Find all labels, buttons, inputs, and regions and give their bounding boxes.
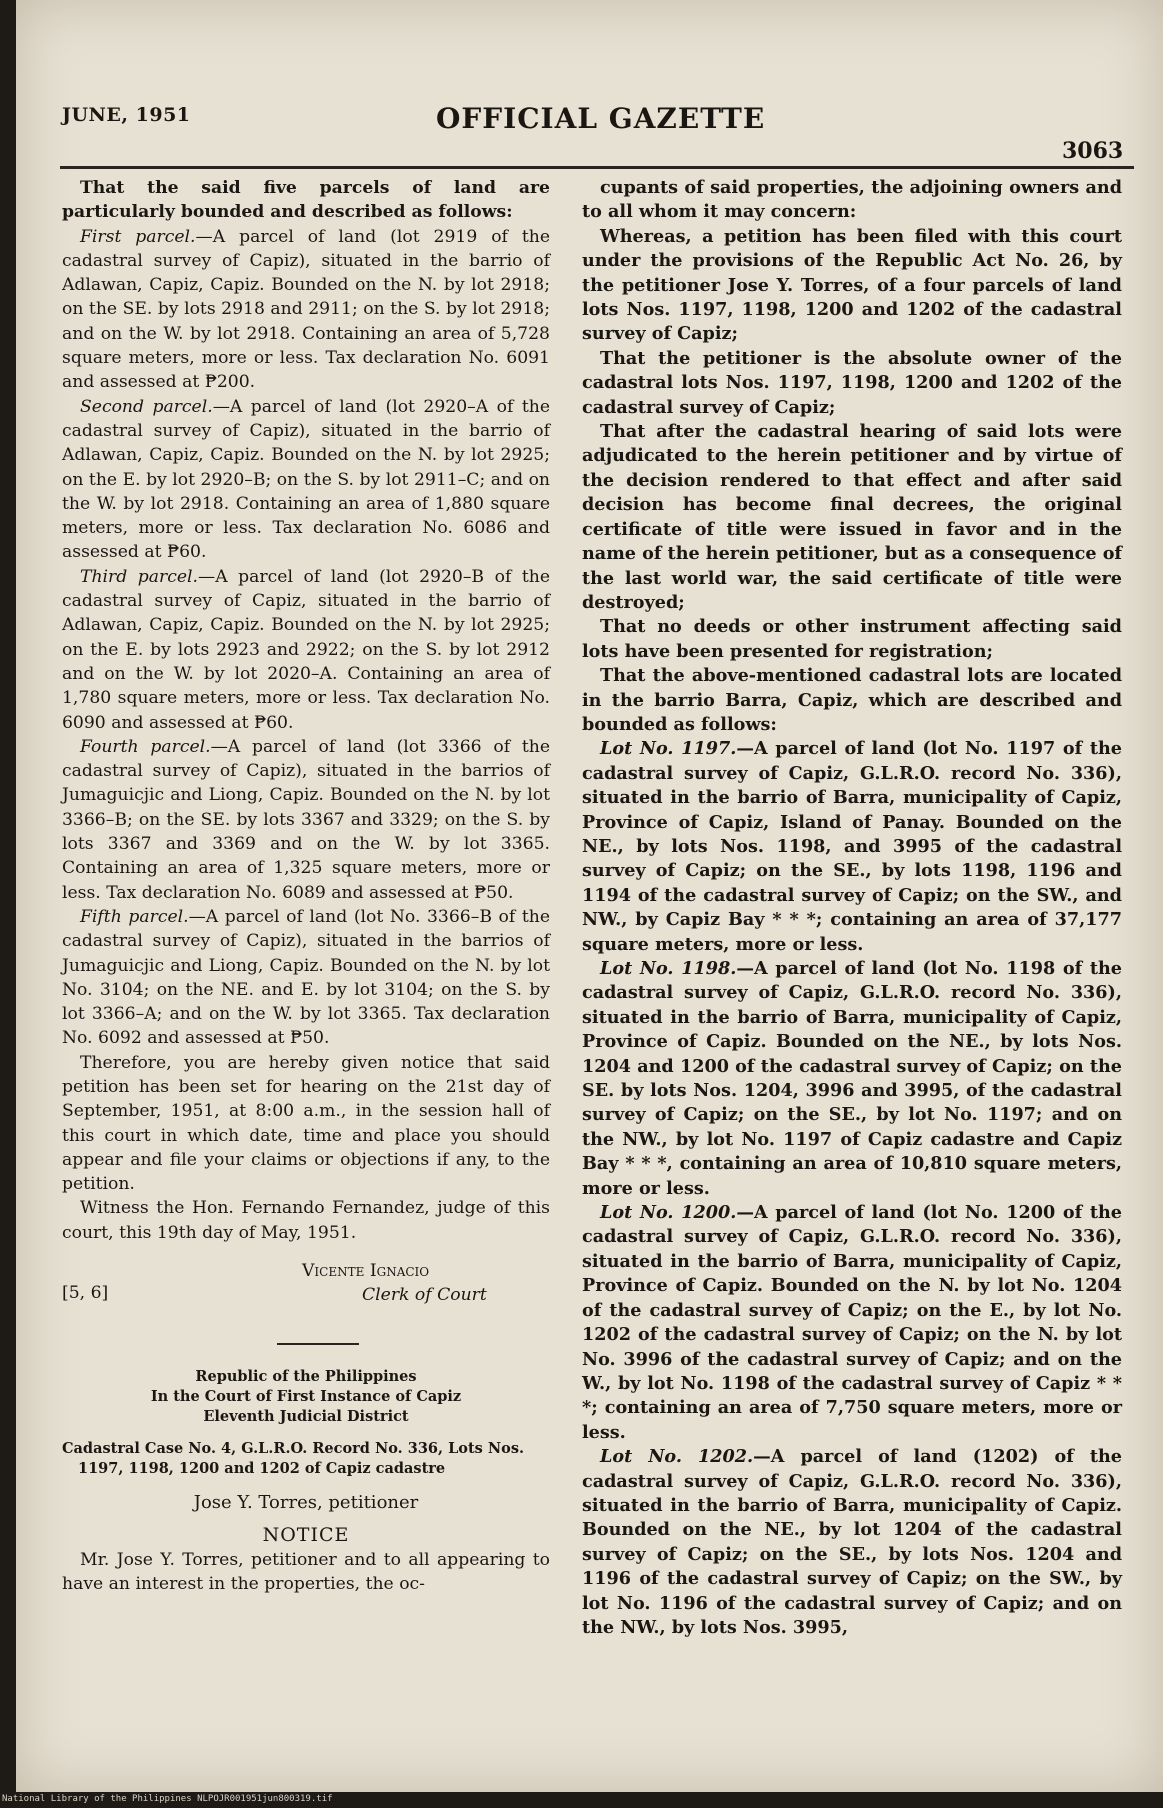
no-deeds-paragraph: That no deeds or other instrument affecting said lots have been presented for registration; bbox=[582, 616, 1122, 662]
lot-lead: Lot No. 1200. bbox=[600, 1202, 737, 1224]
issue-date: JUNE, 1951 bbox=[62, 104, 191, 126]
lot-text: —A parcel of land (lot No. 1197 of the cadastral survey of Capiz, G.L.R.O. record No. 336), situated in the barrio of Barra, municipality of Capiz, Province of Capiz, Island of Panay. Bounded on the NE., by lots Nos. 1198, and 3995 of the cadastral survey of Capiz; on the SE., by lots 1198, 1196 and 1194 of the cadastral survey of Capiz; on the SW., and NW., by Capiz Bay * * *; containing an area of 37,177 square meters, more or less. bbox=[582, 738, 1123, 955]
parcel-text: —A parcel of land (lot 3366 of the cadastral survey of Capiz), situated in the barrios of Jumaguicjic and Liong, Capiz. Bounded on the N. by lot 3366–B; on the SE. by lots 3367 and 3329; on the S. by lots 3367 and 3369 and on the W. by lot 3365. Containing an area of 1,325 square meters, more or less. Tax declaration No. 6089 and assessed at ₱50. bbox=[62, 736, 550, 903]
parcel-paragraph bbox=[62, 225, 550, 395]
parcel-text: —A parcel of land (lot 2920–B of the cadastral survey of Capiz, situated in the barrio of Adlawan, Capiz, Capiz. Bounded on the N. by lot 2925; on the E. by lots 2923 and 2922; on the S. by lot 2912 and on the W. by lot 2020–A. Containing an area of 1,780 square meters, more or less. Tax declaration No. 6090 and assessed at ₱60. bbox=[62, 566, 550, 733]
page-number: 3063 bbox=[1062, 138, 1124, 164]
parcels-intro: That the said five parcels of land are particularly bounded and described as follows: bbox=[62, 178, 550, 223]
court-header-line: Eleventh Judicial District bbox=[203, 1408, 409, 1426]
hearing-paragraph: That after the cadastral hearing of said lots were adjudicated to the herein petitioner and by virtue of the decision rendered to that effect and after said decision has become final decrees, the original certificate of title were issued in favor and in the name of the herein petitioner, but as a consequence of the last world war, the said certificate of title were destroyed; bbox=[582, 421, 1122, 613]
issue-reference: [5, 6] bbox=[62, 1283, 109, 1304]
lot-lead: Lot No. 1202. bbox=[600, 1446, 754, 1468]
right-column bbox=[582, 176, 1122, 1640]
continuation-paragraph: cupants of said properties, the adjoining owners and to all whom it may concern: bbox=[582, 177, 1122, 223]
parcel-paragraph bbox=[62, 735, 550, 905]
location-paragraph: That the above-mentioned cadastral lots are located in the barrio Barra, Capiz, which are described and bounded as follows: bbox=[582, 665, 1122, 735]
parcel-text: —A parcel of land (lot 2919 of the cadastral survey of Capiz), situated in the barrio of Adlawan, Capiz, Capiz. Bounded on the N. by lot 2918; on the SE. by lots 2918 and 2911; on the S. by lot 2918; and on the W. by lot 2918. Containing an area of 5,728 square meters, more or less. Tax declaration No. 6091 and assessed at ₱200. bbox=[62, 226, 550, 393]
therefore-paragraph: Therefore, you are hereby given notice that said petition has been set for hearing on the 21st day of September, 1951, at 8:00 a.m., in the session hall of this court in which date, time and place you should appear and file your claims or objections if any, to the petition. bbox=[62, 1052, 550, 1195]
lot-lead: Lot No. 1197. bbox=[600, 738, 737, 760]
gazette-page bbox=[16, 0, 1163, 1792]
signature-block bbox=[62, 1259, 550, 1321]
signer-title: Clerk of Court bbox=[362, 1285, 487, 1306]
witness-paragraph: Witness the Hon. Fernando Fernandez, judge of this court, this 19th day of May, 1951. bbox=[62, 1198, 550, 1243]
parcel-lead: Third parcel. bbox=[80, 566, 199, 587]
parcel-lead: First parcel. bbox=[80, 226, 196, 247]
signer-name: Vicente Ignacio bbox=[302, 1261, 430, 1282]
parcel-lead: Fourth parcel. bbox=[80, 736, 211, 757]
parcel-lead: Second parcel. bbox=[80, 396, 213, 417]
whereas-paragraph: Whereas, a petition has been filed with this court under the provisions of the Republic Act No. 26, by the petitioner Jose Y. Torres, of a four parcels of land lots Nos. 1197, 1198, 1200 and 1202 of the cadastral survey of Capiz; bbox=[582, 225, 1122, 345]
parcel-paragraph bbox=[62, 565, 550, 735]
lot-text: —A parcel of land (lot No. 1200 of the cadastral survey of Capiz, G.L.R.O. record No. 336), situated in the barrio of Barra, municipality of Capiz, Province of Capiz. Bounded on the N. by lot No. 1204 of the cadastral survey of Capiz; on the E., by lot No. 1202 of the cadastral survey of Capiz; on the N. by lot No. 3996 of the cadastral survey of Capiz; and on the W., by lot No. 1198 of the cadastral survey of Capiz * * *; containing an area of 7,750 square meters, more or less. bbox=[582, 1202, 1123, 1443]
owner-paragraph: That the petitioner is the absolute owner of the cadastral lots Nos. 1197, 1198, 1200 and 1202 of the cadastral survey of Capiz; bbox=[582, 347, 1122, 418]
lot-paragraph bbox=[582, 957, 1122, 1201]
court-header-line: Republic of the Philippines bbox=[195, 1368, 417, 1386]
parcel-paragraph bbox=[62, 905, 550, 1051]
left-column bbox=[62, 176, 550, 1596]
lot-paragraph bbox=[582, 737, 1122, 957]
petitioner-line: Jose Y. Torres, petitioner bbox=[193, 1492, 419, 1514]
parcel-text: —A parcel of land (lot 2920–A of the cadastral survey of Capiz), situated in the barrio of Adlawan, Capiz, Capiz. Bounded on the N. by lot 2925; on the E. by lot 2920–B; on the S. by lot 2911–C; and on the W. by lot 2918. Containing an area of 1,880 square meters, more or less. Tax declaration No. 6086 and assessed at ₱60. bbox=[62, 396, 550, 563]
case-line: Cadastral Case No. 4, G.L.R.O. Record No. 336, Lots Nos. 1197, 1198, 1200 and 1202 of Capiz cadastre bbox=[62, 1440, 525, 1478]
lot-text: —A parcel of land (1202) of the cadastral survey of Capiz, G.L.R.O. record No. 336), situated in the barrio of Barra, municipality of Capiz. Bounded on the NE., by lot 1204 of the cadastral survey of Capiz; on the SE., by lots Nos. 1204 and 1196 of the cadastral survey of Capiz; on the SW., by lot No. 1196 of the cadastral survey of Capiz; and on the NW., by lots Nos. 3995, bbox=[582, 1446, 1122, 1638]
parcel-lead: Fifth parcel. bbox=[80, 906, 189, 927]
lot-lead: Lot No. 1198. bbox=[600, 958, 737, 979]
publication-title: OFFICIAL GAZETTE bbox=[436, 102, 766, 135]
court-header-line: In the Court of First Instance of Capiz bbox=[150, 1388, 462, 1406]
scan-footer: National Library of the Philippines NLPOJR001951jun800319.tif bbox=[2, 1794, 333, 1804]
notice-address: Mr. Jose Y. Torres, petitioner and to all appearing to have an interest in the properties, the oc- bbox=[62, 1549, 550, 1594]
lot-paragraph bbox=[582, 1201, 1122, 1445]
lot-paragraph bbox=[582, 1445, 1122, 1640]
header-rule bbox=[60, 166, 1134, 169]
section-divider bbox=[277, 1343, 359, 1345]
lot-text: —A parcel of land (lot No. 1198 of the cadastral survey of Capiz, G.L.R.O. record No. 336), situated in the barrio of Barra, municipality of Capiz, Province of Capiz. Bounded on the NE., by lots Nos. 1204 and 1200 of the cadastral survey of Capiz; on the SE. by lots Nos. 1204, 3996 and 3995, of the cadastral survey of Capiz; on the SE., by lot No. 1197; and on the NW., by lot No. 1197 of Capiz cadastre and Capiz Bay * * *, containing an area of 10,810 square meters, more or less. bbox=[582, 958, 1123, 1199]
parcel-paragraph bbox=[62, 395, 550, 565]
parcel-text: —A parcel of land (lot No. 3366–B of the cadastral survey of Capiz), situated in the barrios of Jumaguicjic and Liong, Capiz. Bounded on the N. by lot No. 3104; on the NE. and E. by lot 3104; on the S. by lot 3366–A; and on the W. by lot 3365. Tax declaration No. 6092 and assessed at ₱50. bbox=[62, 906, 550, 1049]
notice-title: NOTICE bbox=[262, 1524, 350, 1547]
